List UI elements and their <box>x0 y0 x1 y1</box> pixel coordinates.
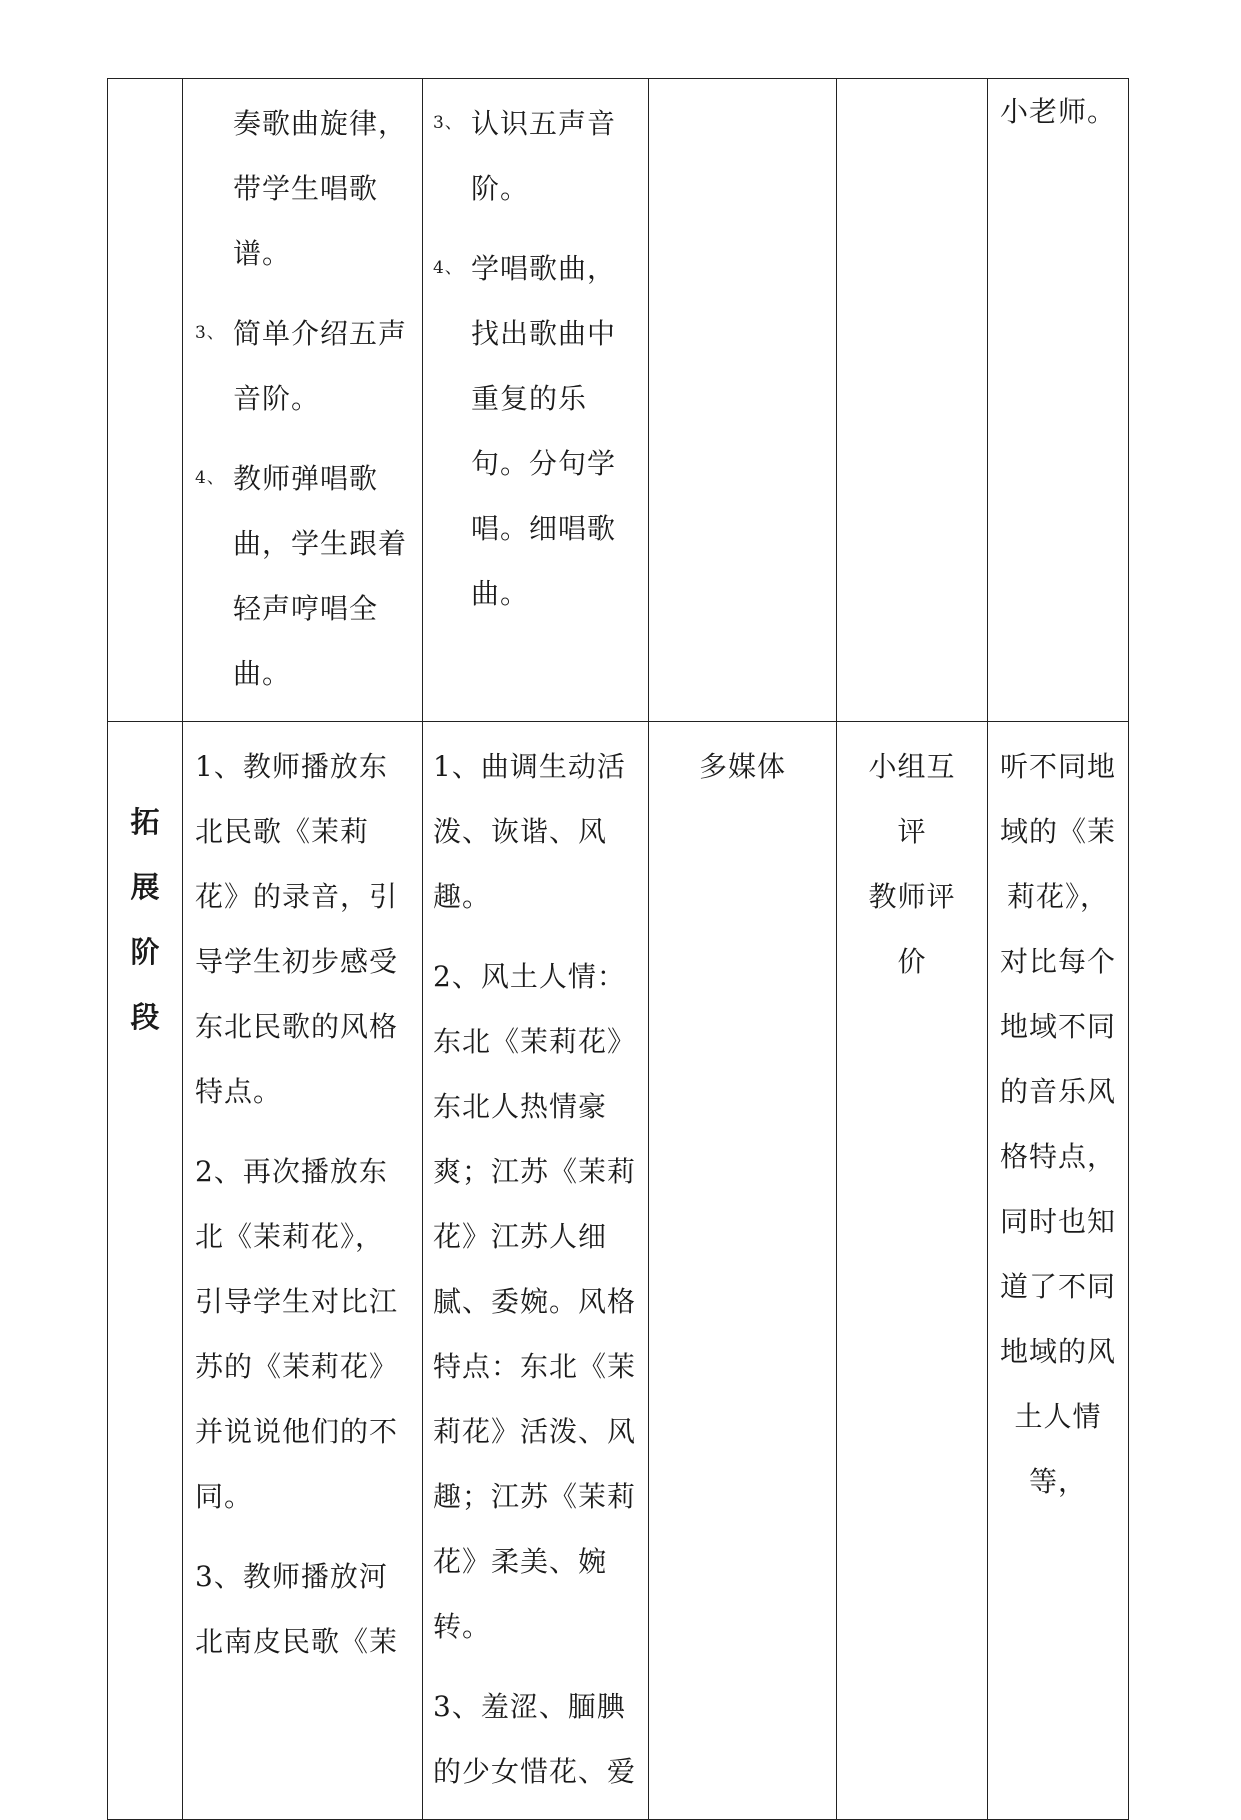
media-cell <box>649 79 837 722</box>
student-activity-text: 曲调生动活泼、诙谐、风趣。 <box>433 750 626 913</box>
item-number: 1、 <box>433 750 481 783</box>
list-item <box>195 301 408 431</box>
item-number: 2、 <box>195 1155 243 1188</box>
design-intent-cell <box>988 79 1129 722</box>
list-item <box>433 734 638 929</box>
teacher-activity-text: 教师播放东北民歌《茉莉花》的录音，引导学生初步感受东北民歌的风格特点。 <box>195 750 399 1108</box>
media-text: 多媒体 <box>698 750 786 783</box>
item-number: 4、 <box>433 258 463 278</box>
design-intent-text: 小老师。 <box>999 95 1116 128</box>
design-intent-cell <box>988 722 1129 1820</box>
teacher-activity-text: 简单介绍五声音阶。 <box>233 317 408 415</box>
student-activity-text: 认识五声音阶。 <box>471 107 617 205</box>
table-row <box>108 722 1129 1820</box>
list-item <box>433 91 638 221</box>
evaluation-cell <box>837 79 988 722</box>
media-text <box>649 79 836 91</box>
item-number: 3、 <box>195 323 225 343</box>
stage-cell <box>108 722 183 1820</box>
list-item <box>195 446 408 706</box>
evaluation-text <box>837 79 987 91</box>
student-activity-text: 学唱歌曲，找出歌曲中重复的乐句。分句学唱。细唱歌曲。 <box>471 252 617 610</box>
evaluation-text: 小组互评 <box>868 750 956 848</box>
teacher-activity-text: 教师弹唱歌曲，学生跟着轻声哼唱全曲。 <box>233 462 408 690</box>
student-activity-cell <box>423 722 649 1820</box>
item-number: 2、 <box>433 960 481 993</box>
item-number: 3、 <box>433 1690 481 1723</box>
media-cell <box>649 722 837 1820</box>
list-item <box>433 236 638 626</box>
list-item <box>195 1544 408 1674</box>
lesson-plan-table <box>107 78 1129 1820</box>
item-number: 3、 <box>195 1560 243 1593</box>
student-activity-text: 风土人情：东北《茉莉花》东北人热情豪爽；江苏《茉莉花》江苏人细腻、委婉。风格特点：东北《茉莉花》活泼、风趣；江苏《茉莉花》柔美、婉转。 <box>433 960 637 1643</box>
item-number: 3、 <box>433 113 463 133</box>
item-number: 4、 <box>195 468 225 488</box>
teacher-activity-text: 再次播放东北《茉莉花》，引导学生对比江苏的《茉莉花》并说说他们的不同。 <box>195 1155 399 1513</box>
evaluation-text: 教师评价 <box>868 880 956 978</box>
teacher-activity-text: 奏歌曲旋律，带学生唱歌谱。 <box>233 107 408 270</box>
evaluation-cell <box>837 722 988 1820</box>
list-item <box>433 1674 638 1804</box>
list-item <box>195 1139 408 1529</box>
teacher-activity-text: 教师播放河北南皮民歌《茉 <box>195 1560 399 1658</box>
design-intent-text: 听不同地域的《茉莉花》，对比每个地域不同的音乐风格特点，同时也知道了不同地域的风土人情等， <box>1000 750 1117 1498</box>
list-item <box>433 944 638 1659</box>
stage-label: 拓展阶段 <box>130 805 160 1034</box>
item-number: 1、 <box>195 750 243 783</box>
stage-cell <box>108 79 183 722</box>
student-activity-cell <box>423 79 649 722</box>
list-item <box>195 734 408 1124</box>
student-activity-text: 羞涩、腼腆的少女惜花、爱 <box>433 1690 637 1788</box>
teacher-activity-cell <box>183 79 423 722</box>
table-row <box>108 79 1129 722</box>
teacher-activity-cell <box>183 722 423 1820</box>
